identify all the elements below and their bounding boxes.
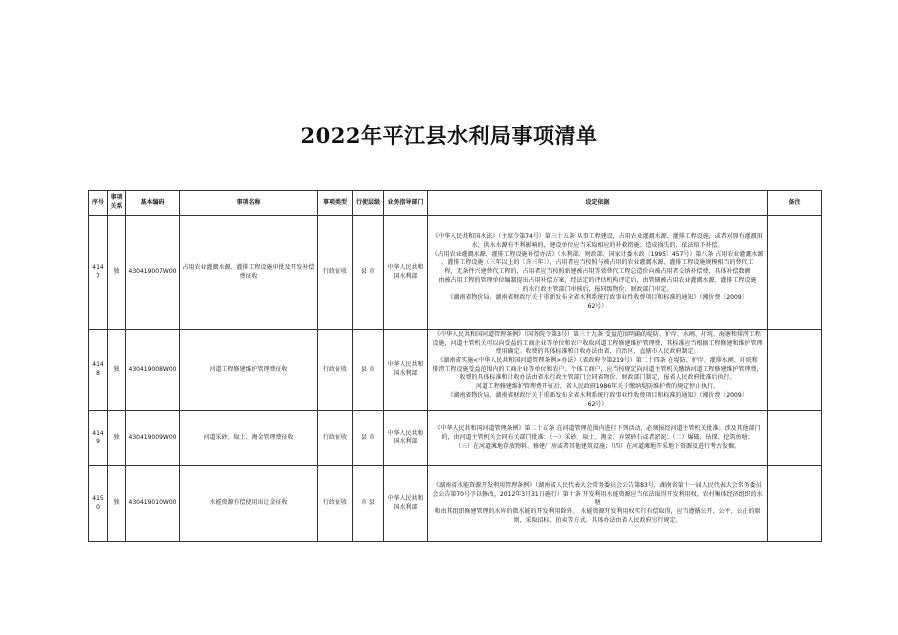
cell-name: 河道采砂、取土、淘金管理费征收	[180, 411, 318, 466]
basis-line: 《湖南省物价局、湖南省财政厅关于重新发布全省水利系统行政事业性收费项目和标准的通知》（湘价费〔2009〕	[447, 294, 748, 302]
basis-line: 收费的具体标准和计收办法由省水行政主管部门会同省物价、财政部门制定，报省人民政府批准后执行。	[459, 374, 736, 382]
cell-relation: 独	[108, 330, 126, 411]
cell-name: 水能资源有偿使用出让金征收	[180, 466, 318, 542]
cell-remark	[768, 411, 822, 466]
basis-line: 的水行政主管部门审核后，报同级物价、财政部门审定。	[522, 285, 673, 293]
basis-line: 《湖南省物价局、湖南省财政厅关于重新发布全省水利系统行政事业性收费项目和标准的通知》（湘价费〔2009〕	[447, 391, 748, 399]
cell-basis	[428, 330, 768, 411]
basis-line: 河道工程修建维护管理费开征后，省人民政府1986年关于缴纳堤防维护费的规定停止执行。	[475, 383, 720, 391]
basis-line: 、灌排工程设施（三年以上的〔含三年〕），占用者应当按照与被占用的农业灌溉水源、灌排工程设施规模相当的替代工	[441, 259, 754, 267]
col-header-level: 行使层级	[353, 191, 384, 216]
cell-dept: 中华人民共和国水利部	[384, 411, 428, 466]
basis-line: 由被占用工程的管理单位编制提出占用补偿方案，经法定的评估机构评定后，由管辖被占用农业灌溉水源、灌排工程设施	[438, 276, 757, 284]
basis-line: 设施，河道主管机关可以向受益的工商企业等单位和农户收取河道工程修建维护管理费，其标准应当根据工程修建和维护管理	[432, 339, 763, 347]
cell-seq: 4149	[89, 411, 108, 466]
cell-seq: 4147	[89, 216, 108, 330]
basis-line: 《中华人民共和国水法》（主席令第74号）第三十五条 从事工程建设，占用农业灌溉水源、灌排工程设施，或者对原有灌溉用	[432, 233, 763, 241]
basis-line: （三）在河道滩地存放物料、修建厂房或者其他建筑设施；（四）在河道滩地开采地下资源及进行考古发掘。	[454, 442, 740, 450]
cell-basis	[428, 411, 768, 466]
col-header-remark: 备注	[768, 191, 822, 216]
cell-code: 430419008W00	[126, 330, 180, 411]
cell-level: 市 县	[353, 466, 384, 542]
cell-remark	[768, 330, 822, 411]
cell-relation: 独	[108, 411, 126, 466]
basis-line: 《中华人民共和国河道管理条例》第二十五条 在河道管理范围内进行下列活动，必须报经河道主管机关批准；涉及其他部门	[434, 425, 761, 433]
cell-type: 行政征收	[318, 330, 353, 411]
table-row	[89, 216, 822, 330]
cell-type: 行政征收	[318, 216, 353, 330]
basis-line: 62号）	[587, 400, 608, 408]
cell-name: 占用农业灌溉水源、灌排工程设施审批及开发补偿费征收	[180, 216, 318, 330]
col-header-type: 事项类型	[318, 191, 353, 216]
table-row	[89, 466, 822, 542]
basis-line: 《湖南省实施<中华人民共和国河道管理条例>办法》（省政府令第219号）第二十四条 在堤防、护岸、灌排水闸、圩垸和	[437, 357, 758, 365]
cell-code: 430419009W00	[126, 411, 180, 466]
basis-line: 《中华人民共和国河道管理条例》（国务院令第3号）第三十九条 受益范围明确的堤防、护岸、水闸、圩垸、海塘和排涝工程	[434, 331, 761, 338]
basis-line: 水、供水水源有不利影响的，建设单位应当采取相应的补救措施；造成损失的，依法给予补偿。	[471, 242, 724, 250]
cell-relation: 独	[108, 466, 126, 542]
cell-level: 县 市	[353, 216, 384, 330]
cell-dept: 中华人民共和国水利部	[384, 466, 428, 542]
cell-basis	[428, 216, 768, 330]
cell-level: 县 市	[353, 330, 384, 411]
cell-code: 430419010W00	[126, 466, 180, 542]
cell-remark	[768, 466, 822, 542]
col-header-seq: 序号	[89, 191, 108, 216]
cell-seq: 4148	[89, 330, 108, 411]
basis-line: 和由其组织修建管理的水库的微水能的开发利用除外。 水能资源开发利用权实行有偿取得，应当遵循公开、公平、公正的原	[434, 508, 761, 516]
cell-relation: 独	[108, 216, 126, 330]
cell-type: 行政征收	[318, 411, 353, 466]
col-header-basis: 设定依据	[428, 191, 768, 216]
basis-line: 的，由河道主管机关会同有关部门批准：（一）采砂、取土、淘金、弃置砂石或者淤泥；（二）爆破、钻探、挖筑鱼塘；	[441, 433, 754, 441]
cell-dept: 中华人民共和国水利部	[384, 216, 428, 330]
cell-remark	[768, 216, 822, 330]
table-row	[89, 330, 822, 411]
cell-code: 430419007W00	[126, 216, 180, 330]
basis-line: 《占用农业灌溉水源、灌排工程设施补偿办法》（水利部、财政部、国家计委水政〔1995〕457号）第八条 占用农业灌溉水源	[431, 250, 764, 258]
cell-level: 县 市	[353, 411, 384, 466]
cell-type: 行政征收	[318, 466, 353, 542]
cell-name: 河道工程修建维护管理费征收	[180, 330, 318, 411]
col-header-name: 事项名称	[180, 191, 318, 216]
basis-line: 62号）	[587, 302, 608, 310]
header-row	[89, 191, 822, 216]
basis-line: 费用确定。收费的具体标准和计收办法由省、自治区、直辖市人民政府制定。	[495, 348, 700, 356]
basis-line: 则，采取招标、拍卖等方式。具体办法由省人民政府另行规定。	[513, 516, 682, 524]
basis-line: 程，无条件兴建替代工程的，占用者应当按照新建被占用等效替代工程总造价向被占用者交纳补偿费，具体补偿数额	[444, 268, 751, 276]
table-row	[89, 411, 822, 466]
items-table	[88, 190, 822, 542]
cell-dept: 中华人民共和国水利部	[384, 330, 428, 411]
cell-seq: 4150	[89, 466, 108, 542]
col-header-dept: 业务指导部门	[384, 191, 428, 216]
basis-line: 排涝工程设施受益范围内的工商企业等单位和农户、个体工商户，应当按规定向河道主管机关缴纳河道工程修建维护管理费，	[432, 365, 763, 373]
col-header-relation: 事项关系	[108, 191, 126, 216]
cell-basis	[428, 466, 768, 542]
basis-line: 《湖南省水能资源开发利用管理条例》（湖南省人民代表大会常务委员会公告第83号，湖南省第十一届人民代表大会常务委员	[433, 481, 762, 489]
page-title: 2022年平江县水利局事项清单	[300, 123, 598, 148]
col-header-code: 基本编码	[126, 191, 180, 216]
basis-line: 会公告第70号予以修改，2012年3月31日施行）第十条 开发利用水能资源应当依法取得开发利用权。农村集体经济组织的水塘	[432, 490, 763, 507]
